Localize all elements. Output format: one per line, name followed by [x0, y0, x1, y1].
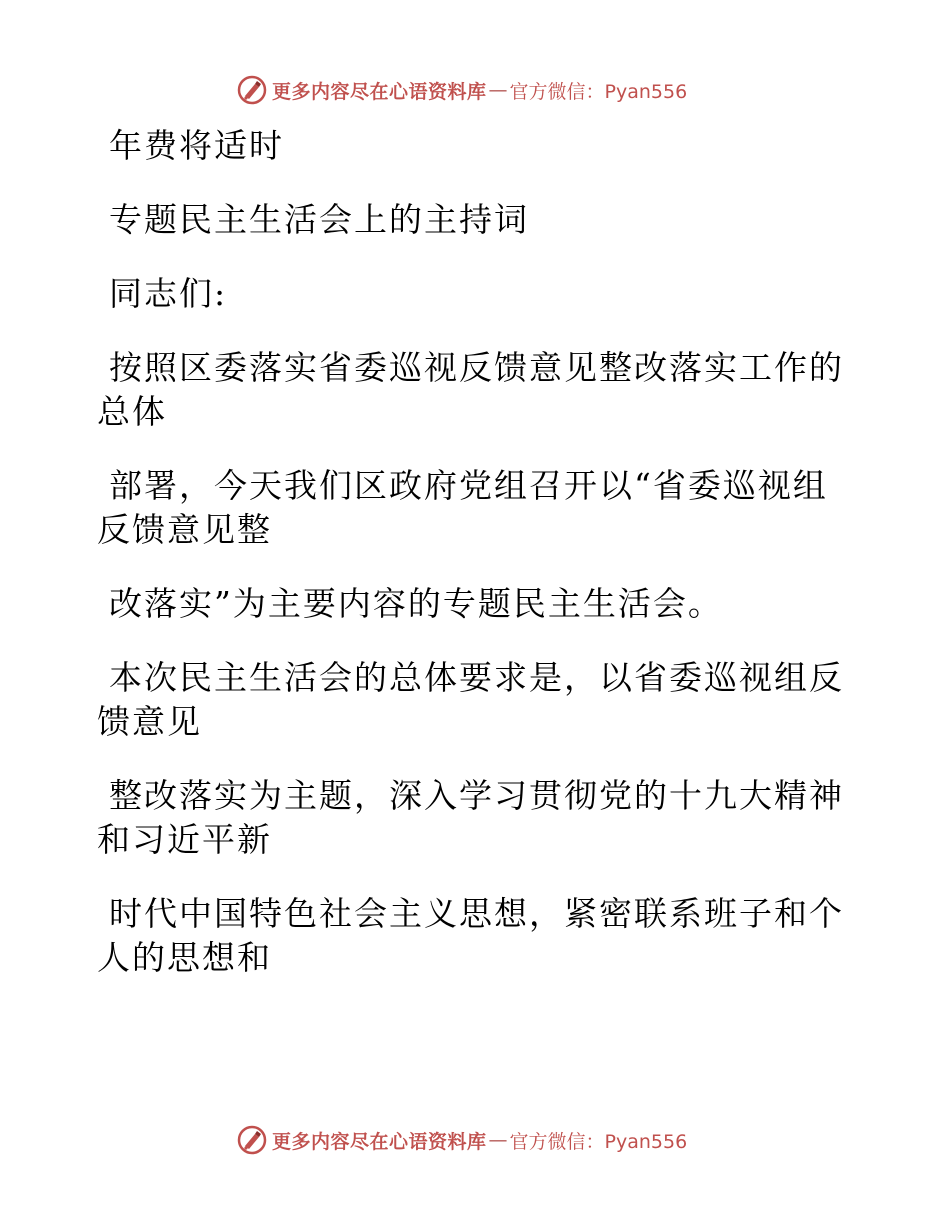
watermark-separator: — [488, 79, 508, 101]
watermark-account: 官方微信：Pyan556 [509, 80, 688, 103]
salutation [97, 272, 837, 316]
paragraph-line: 反馈意见整 [97, 510, 272, 549]
pen-seal-icon [236, 74, 268, 106]
paragraph-line: 本次民主生活会的总体要求是，以省委巡视组反 [109, 658, 844, 697]
paragraph [97, 346, 844, 434]
footer-watermark [236, 1122, 687, 1158]
watermark-account: 官方微信：Pyan556 [509, 1130, 688, 1153]
paragraph [97, 774, 844, 862]
paragraph-line: 按照区委落实省委巡视反馈意见整改落实工作的 [109, 348, 844, 387]
paragraph-line: 时代中国特色社会主义思想，紧密联系班子和个 [109, 894, 844, 933]
paragraph-line: 专题民主生活会上的主持词 [109, 200, 529, 239]
watermark-text: 更多内容尽在心语资料库 [272, 1130, 487, 1153]
watermark-separator: — [488, 1129, 508, 1151]
paragraph-line: 改落实”为主要内容的专题民主生活会。 [109, 584, 723, 623]
paragraph-line: 馈意见 [97, 702, 202, 741]
paragraph-line: 总体 [97, 392, 167, 431]
paragraph-line: 年费将适时 [109, 126, 284, 165]
paragraph-line: 整改落实为主题，深入学习贯彻党的十九大精神 [109, 776, 844, 815]
paragraph [97, 656, 844, 744]
paragraph-line: 部署，今天我们区政府党组召开以“省委巡视组 [109, 466, 828, 505]
document-body [97, 124, 844, 1010]
pen-seal-icon [236, 1124, 268, 1156]
paragraph [97, 582, 837, 626]
watermark-text: 更多内容尽在心语资料库 [272, 80, 487, 103]
paragraph-line: 同志们: [109, 274, 228, 313]
header-watermark [236, 72, 687, 108]
paragraph [97, 124, 837, 168]
document-title [97, 198, 837, 242]
paragraph [97, 464, 837, 552]
paragraph-line: 人的思想和 [97, 938, 272, 977]
paragraph [97, 892, 844, 980]
paragraph-line: 和习近平新 [97, 820, 272, 859]
